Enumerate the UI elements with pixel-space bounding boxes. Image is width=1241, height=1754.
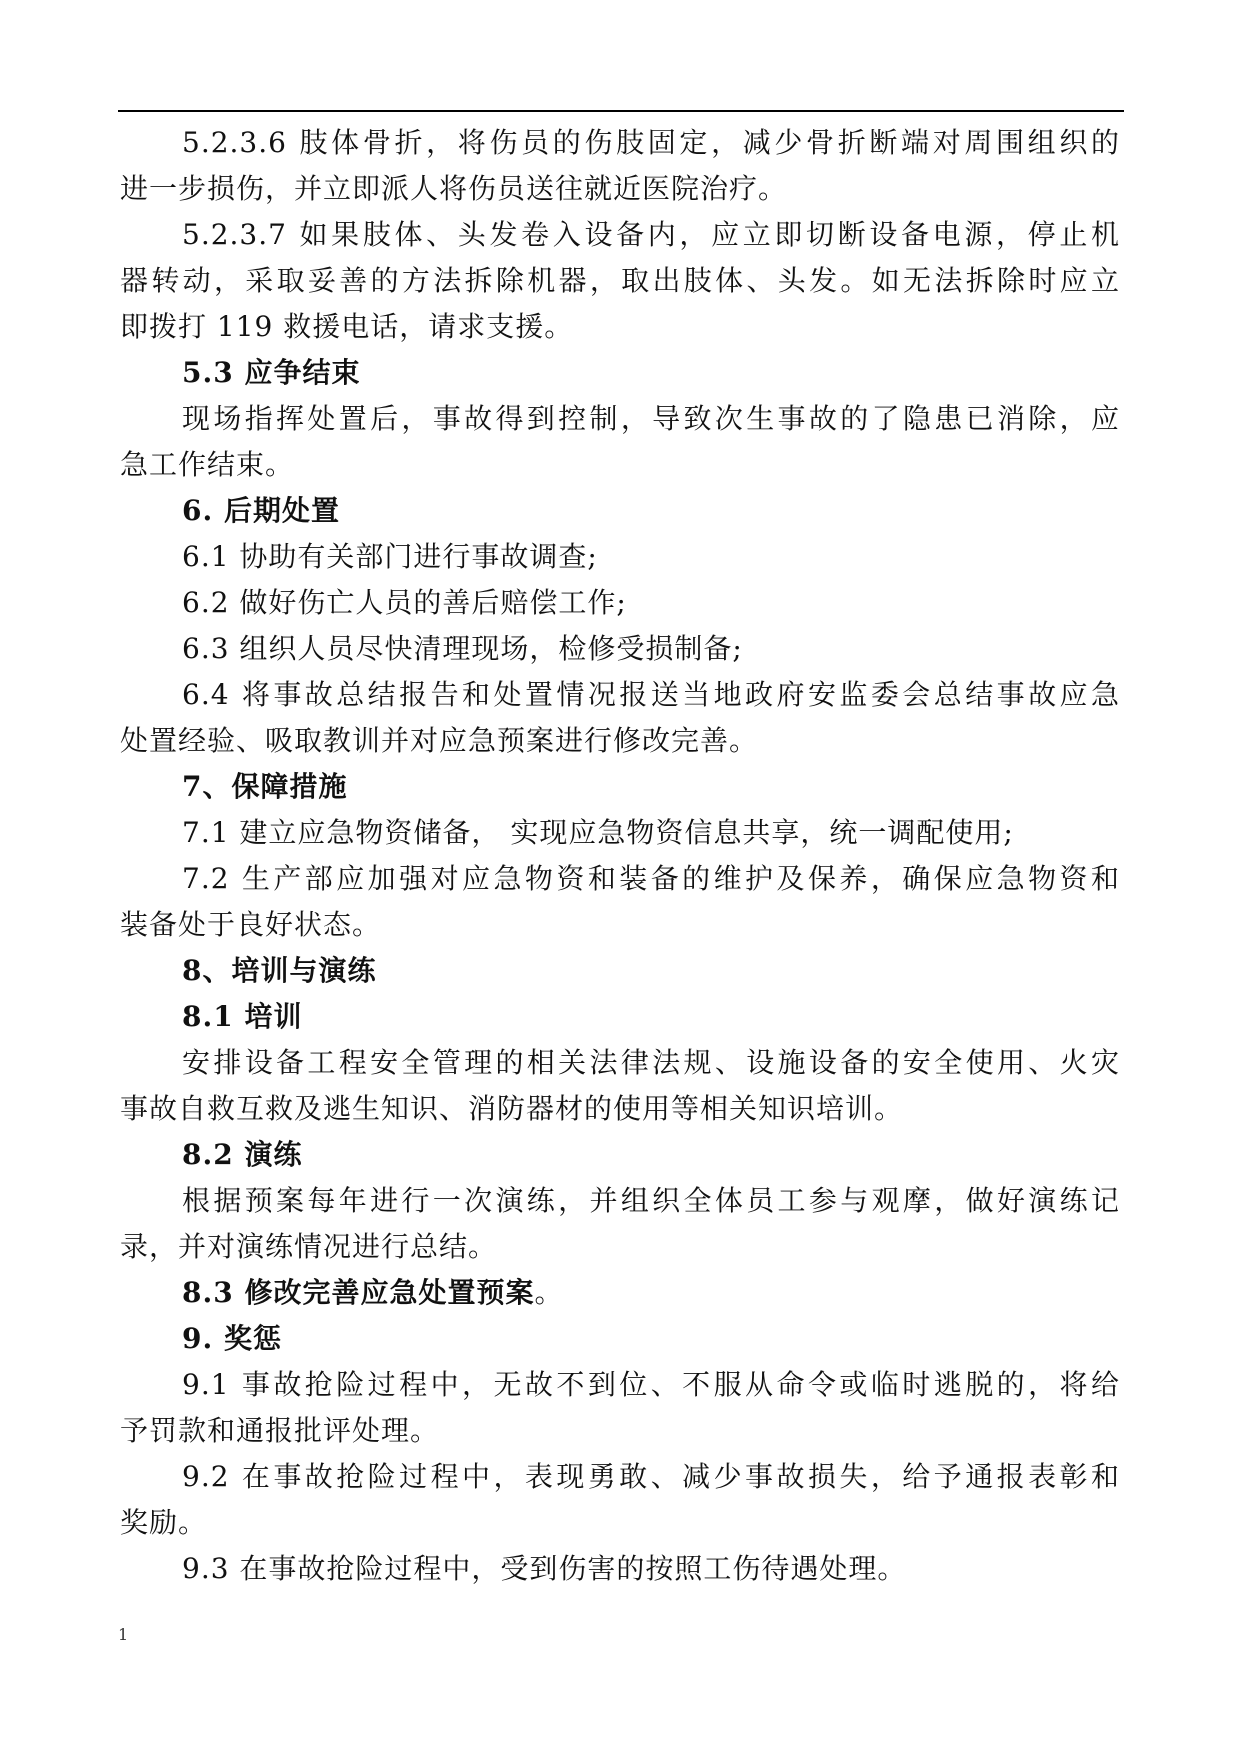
paragraph-line: 器转动，采取妥善的方法拆除机器，取出肢体、头发。如无法拆除时应立 <box>120 264 1120 297</box>
paragraph-line: 6.3 组织人员尽快清理现场，检修受损制备; <box>182 632 743 665</box>
paragraph-line: 予罚款和通报批评处理。 <box>120 1414 440 1447</box>
section-heading: 6. 后期处置 <box>182 494 340 527</box>
header-rule <box>118 110 1124 112</box>
subsection-heading: 8.2 演练 <box>182 1138 303 1171</box>
paragraph-line: 进一步损伤，并立即派人将伤员送往就近医院治疗。 <box>120 172 788 205</box>
paragraph-line: 录，并对演练情况进行总结。 <box>120 1230 498 1263</box>
paragraph-line: 安排设备工程安全管理的相关法律法规、设施设备的安全使用、火灾 <box>182 1046 1120 1079</box>
section-heading: 9. 奖惩 <box>182 1322 282 1355</box>
paragraph-line: 9.1 事故抢险过程中，无故不到位、不服从命令或临时逃脱的，将给 <box>182 1368 1120 1401</box>
subsection-heading-line <box>120 1270 1120 1316</box>
paragraph-line: 5.2.3.7 如果肢体、头发卷入设备内，应立即切断设备电源，停止机 <box>182 218 1120 251</box>
paragraph-line: 7.2 生产部应加强对应急物资和装备的维护及保养，确保应急物资和 <box>182 862 1120 895</box>
subsection-heading: 8.1 培训 <box>182 1000 303 1033</box>
subsection-heading: 8.3 修改完善应急处置预案 <box>182 1276 535 1309</box>
paragraph-line: 9.3 在事故抢险过程中，受到伤害的按照工伤待遇处理。 <box>182 1552 907 1585</box>
heading-period: 。 <box>534 1276 564 1309</box>
paragraph-line: 6.2 做好伤亡人员的善后赔偿工作; <box>182 586 627 619</box>
paragraph-line: 9.2 在事故抢险过程中，表现勇敢、减少事故损失，给予通报表彰和 <box>182 1460 1120 1493</box>
section-heading: 5.3 应争结束 <box>182 356 361 389</box>
paragraph-line: 事故自救互救及逃生知识、消防器材的使用等相关知识培训。 <box>120 1092 904 1125</box>
document-body <box>120 120 1120 1592</box>
paragraph-line: 根据预案每年进行一次演练，并组织全体员工参与观摩，做好演练记 <box>182 1184 1120 1217</box>
paragraph-line: 急工作结束。 <box>120 448 295 481</box>
paragraph-line: 7.1 建立应急物资储备， 实现应急物资信息共享，统一调配使用; <box>182 816 1014 849</box>
paragraph-line: 装备处于良好状态。 <box>120 908 382 941</box>
paragraph-line: 处置经验、吸取教训并对应急预案进行修改完善。 <box>120 724 759 757</box>
page-number: 1 <box>118 1625 129 1644</box>
paragraph-line: 现场指挥处置后，事故得到控制，导致次生事故的了隐患已消除，应 <box>182 402 1120 435</box>
section-heading: 8、培训与演练 <box>182 954 377 987</box>
paragraph-line: 5.2.3.6 肢体骨折，将伤员的伤肢固定，减少骨折断端对周围组织的 <box>182 126 1120 159</box>
paragraph-line: 奖励。 <box>120 1506 208 1539</box>
paragraph-line: 即拨打 119 救援电话，请求支援。 <box>120 310 574 343</box>
paragraph-line: 6.1 协助有关部门进行事故调查; <box>182 540 598 573</box>
section-heading: 7、保障措施 <box>182 770 348 803</box>
paragraph-line: 6.4 将事故总结报告和处置情况报送当地政府安监委会总结事故应急 <box>182 678 1120 711</box>
